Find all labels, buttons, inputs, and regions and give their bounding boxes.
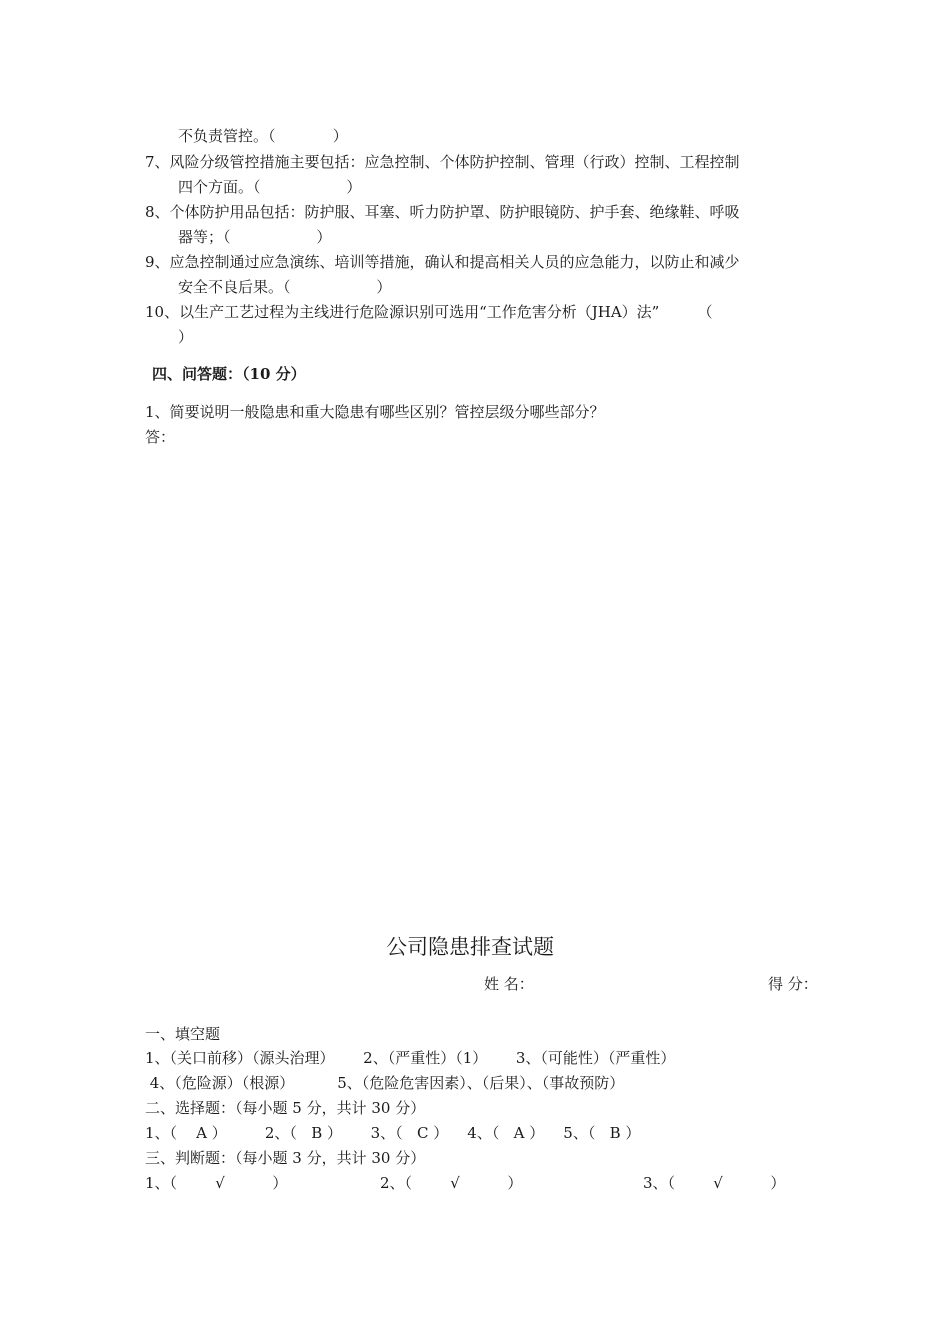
q9-line2: 安全不良后果。（ ） [178, 278, 392, 296]
judge-heading: 三、判断题：（每小题 3 分，共计 30 分） [145, 1149, 426, 1167]
q7-line1: 7、风险分级管控措施主要包括：应急控制、个体防护控制、管理（行政）控制、工程控制 [145, 153, 740, 171]
q6-tail: 不负责管控。（ ） [178, 127, 348, 145]
answer-key-title: 公司隐患排查试题 [386, 935, 554, 959]
q7-line2: 四个方面。（ ） [178, 178, 362, 196]
section4-question: 1、简要说明一般隐患和重大隐患有哪些区别？管控层级分哪些部分？ [145, 403, 605, 421]
judge-answer-3: 3、（ √ ） [643, 1174, 786, 1192]
fill-answers-line2: 4、（危险源）（根源） 5、（危险危害因素）、（后果）、（事故预防） [145, 1074, 625, 1092]
judge-answer-2: 2、（ √ ） [380, 1174, 523, 1192]
section4-heading: 四、问答题：（10 分） [152, 365, 306, 383]
name-label: 姓 名： [484, 975, 534, 993]
q9-line1: 9、应急控制通过应急演练、培训等措施，确认和提高相关人员的应急能力，以防止和减少 [145, 253, 740, 271]
fill-heading: 一、填空题 [145, 1025, 221, 1043]
judge-answer-1: 1、（ √ ） [145, 1174, 288, 1192]
answer-label: 答： [145, 428, 176, 446]
score-label: 得 分： [768, 975, 818, 993]
q8-line1: 8、个体防护用品包括：防护服、耳塞、听力防护罩、防护眼镜防、护手套、绝缘鞋、呼吸 [145, 203, 740, 221]
q10-line2: ） [178, 328, 194, 346]
choice-answers: 1、（ A ） 2、（ B ） 3、（ C ） 4、（ A ） 5、（ B ） [145, 1124, 641, 1142]
q10-line1: 10、以生产工艺过程为主线进行危险源识别可选用“工作危害分析（JHA）法” （ [145, 303, 713, 321]
choice-heading: 二、选择题：（每小题 5 分，共计 30 分） [145, 1099, 426, 1117]
fill-answers-line1: 1、（关口前移）（源头治理） 2、（严重性）（1） 3、（可能性）（严重性） [145, 1049, 676, 1067]
q8-line2: 器等；（ ） [178, 228, 332, 246]
